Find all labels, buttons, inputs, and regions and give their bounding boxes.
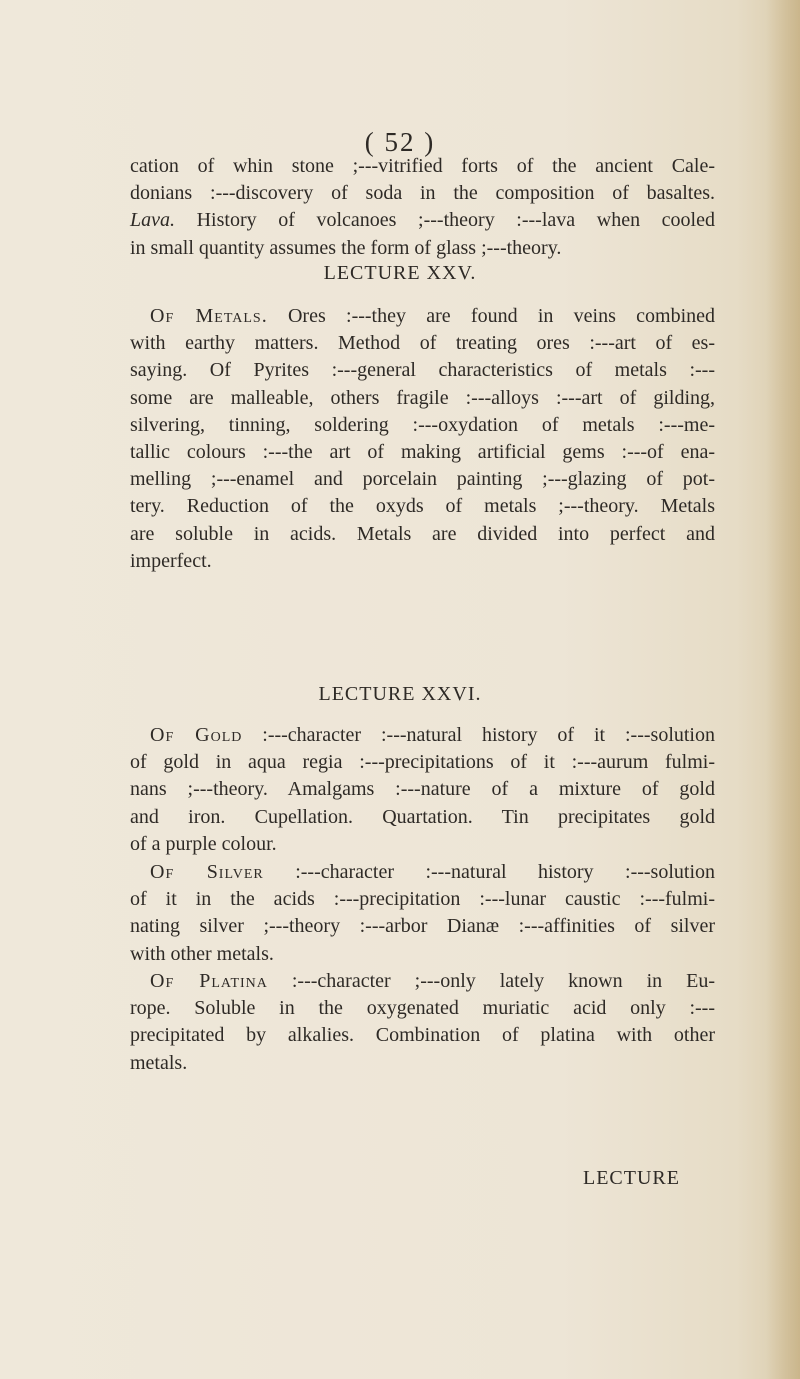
text-line: rope. Soluble in the oxygenated muriatic acid only :---	[130, 997, 715, 1020]
lava-word: Lava.	[130, 209, 175, 232]
text-line: silvering, tinning, soldering :---oxydation of metals :---me-	[130, 413, 715, 436]
text-line: of it in the acids :---precipitation :---lunar caustic :---fulmi-	[130, 888, 715, 911]
gold-paragraph	[130, 722, 715, 858]
text-line: metals.	[130, 1051, 188, 1074]
text-line	[130, 722, 715, 749]
text-line: precipitated by alkalies. Combination of platina with other	[130, 1024, 715, 1047]
lava-line-rest: History of volcanoes ;---theory :---lava when cooled	[175, 209, 715, 232]
platina-lead: Of Platina	[150, 970, 268, 992]
text-line: imperfect.	[130, 549, 212, 572]
text-line: donians :---discovery of soda in the composition of basaltes.	[130, 182, 715, 205]
lecture-26-heading: LECTURE XXVI.	[318, 683, 482, 705]
text-line: of gold in aqua regia :---precipitations of it :---aurum fulmi-	[130, 751, 715, 774]
lecture-25-heading: LECTURE XXV.	[323, 262, 477, 284]
text-line: tery. Reduction of the oxyds of metals ;---theory. Metals	[130, 495, 715, 518]
metals-paragraph	[130, 303, 715, 575]
text-line: cation of whin stone ;---vitrified forts of the ancient Cale-	[130, 155, 715, 177]
catchword: LECTURE	[583, 1167, 680, 1189]
text-line: in small quantity assumes the form of glass ;---theory.	[130, 236, 562, 259]
text-line: nating silver ;---theory :---arbor Dianæ :---affinities of silver	[130, 915, 715, 938]
page-number: ( 52 )	[364, 127, 436, 157]
text-line: tallic colours :---the art of making artificial gems :---of ena-	[130, 441, 715, 464]
text-line	[130, 859, 715, 886]
text-line: with earthy matters. Method of treating ores :---art of es-	[130, 332, 715, 355]
metals-line-0: Ores :---they are found in veins combined	[267, 305, 715, 327]
text-line	[130, 303, 715, 330]
silver-paragraph	[130, 859, 715, 968]
metals-lead: Of Metals.	[150, 305, 268, 327]
text-line: saying. Of Pyrites :---general characteristics of metals :---	[130, 359, 715, 382]
silver-line-0: :---character :---natural history :---solution	[263, 861, 715, 883]
text-line: are soluble in acids. Metals are divided into perfect and	[130, 522, 715, 545]
text-line: of a purple colour.	[130, 832, 277, 855]
silver-lead: Of Silver	[150, 861, 264, 883]
text-line	[130, 207, 715, 234]
intro-paragraph	[130, 153, 715, 262]
text-line: some are malleable, others fragile :---alloys :---art of gilding,	[130, 386, 715, 409]
text-line	[130, 968, 715, 995]
text-line: nans ;---theory. Amalgams :---nature of a mixture of gold	[130, 778, 715, 801]
gold-lead: Of Gold	[150, 724, 243, 746]
text-line: and iron. Cupellation. Quartation. Tin precipitates gold	[130, 805, 715, 828]
platina-paragraph	[130, 968, 715, 1077]
text-line: with other metals.	[130, 942, 274, 965]
platina-line-0: :---character ;---only lately known in Eu-	[267, 970, 715, 992]
gold-line-0: :---character :---natural history of it :---solution	[242, 724, 715, 746]
text-line: melling ;---enamel and porcelain painting ;---glazing of pot-	[130, 468, 715, 491]
